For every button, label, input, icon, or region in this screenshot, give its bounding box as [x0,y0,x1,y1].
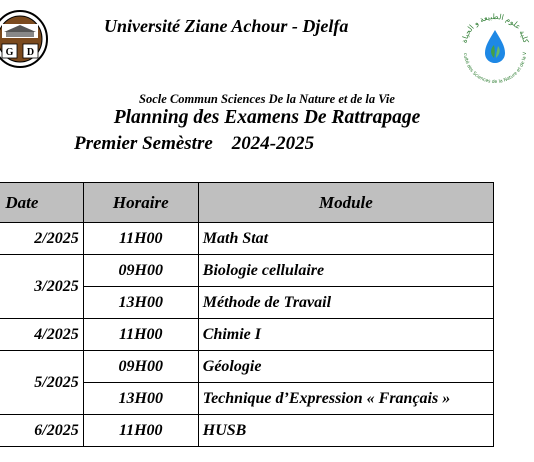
table-row [0,255,494,287]
column-header-date: Date [0,183,83,223]
semester-label: Premier Semèstre [74,133,213,154]
exam-module: Chimie I [198,319,493,351]
exam-time: 09H00 [83,255,198,287]
table-row [0,415,494,447]
exam-date: 5/2025 [0,351,83,415]
program-name: Socle Commun Sciences De la Nature et de la Vie [139,92,395,106]
exam-module: Technique d’Expression « Français » [198,383,493,415]
exam-time: 13H00 [83,383,198,415]
exam-time: 11H00 [83,415,198,447]
exam-module: Méthode de Travail [198,287,493,319]
exam-module: Math Stat [198,223,493,255]
svg-text:D: D [26,47,35,58]
table-row [0,223,494,255]
faculty-logo [458,8,532,86]
semester-line [74,133,314,155]
exam-time: 11H00 [83,223,198,255]
exam-date: 4/2025 [0,319,83,351]
exam-time: 11H00 [83,319,198,351]
column-header-module: Module [198,183,493,223]
svg-text:Faculté des Sciences de la Nat: culté des Sciences de la Nature et de la V [461,51,529,86]
exam-module: HUSB [198,415,493,447]
svg-text:G: G [5,47,14,58]
table-row [0,351,494,383]
exam-module: Biologie cellulaire [198,255,493,287]
exam-date: 3/2025 [0,255,83,319]
exam-schedule-table [0,182,494,447]
exam-time: 13H00 [83,287,198,319]
exam-date: 2/2025 [0,223,83,255]
exam-time: 09H00 [83,351,198,383]
table-header-row [0,183,494,223]
academic-year: 2024-2025 [231,133,315,154]
exam-module: Géologie [198,351,493,383]
table-row [0,319,494,351]
svg-text:كلية علوم الطبيعة و الحياة: كلية علوم الطبيعة و الحياة [459,11,531,44]
university-logo [0,10,48,68]
column-header-time: Horaire [83,183,198,223]
exam-date: 6/2025 [0,415,83,447]
university-name: Université Ziane Achour - Djelfa [104,16,349,36]
document-title: Planning des Examens De Rattrapage [113,107,421,128]
